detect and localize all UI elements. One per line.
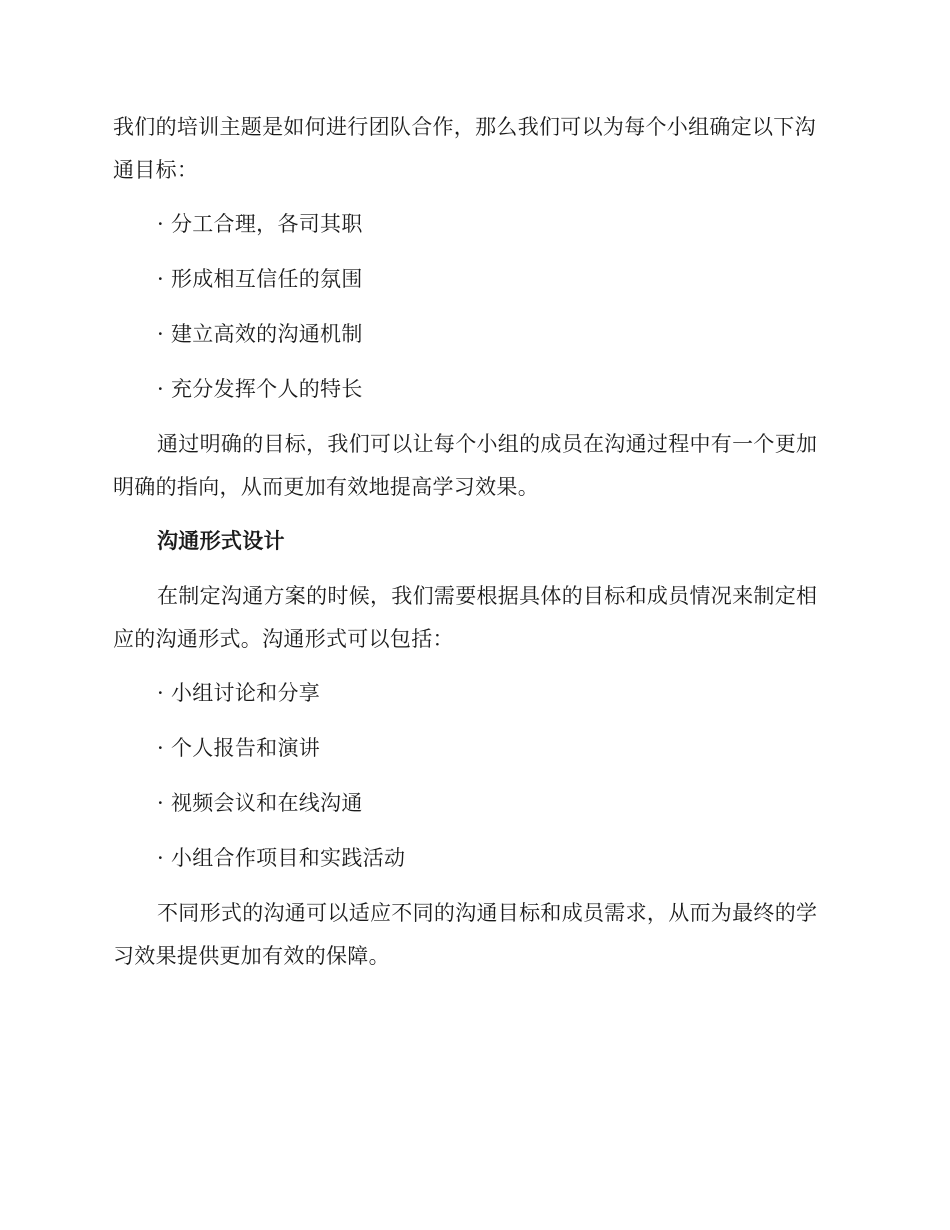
forms-paragraph-line-2: 应的沟通形式。沟通形式可以包括： bbox=[113, 627, 454, 651]
conclusion-paragraph-line-2: 习效果提供更加有效的保障。 bbox=[113, 944, 390, 968]
form-list-item: · 视频会议和在线沟通 bbox=[157, 791, 363, 815]
forms-paragraph-line-1: 在制定沟通方案的时候，我们需要根据具体的目标和成员情况来制定相 bbox=[157, 584, 818, 608]
intro-paragraph-line-1: 我们的培训主题是如何进行团队合作，那么我们可以为每个小组确定以下沟 bbox=[113, 115, 816, 139]
goal-list-item: · 建立高效的沟通机制 bbox=[157, 322, 363, 346]
conclusion-paragraph-line-1: 不同形式的沟通可以适应不同的沟通目标和成员需求，从而为最终的学 bbox=[157, 901, 818, 925]
form-list-item: · 小组讨论和分享 bbox=[157, 681, 321, 705]
form-list-item: · 个人报告和演讲 bbox=[157, 736, 321, 760]
summary-paragraph-line-2: 明确的指向，从而更加有效地提高学习效果。 bbox=[113, 475, 539, 499]
form-list-item: · 小组合作项目和实践活动 bbox=[157, 846, 406, 870]
goal-list-item: · 形成相互信任的氛围 bbox=[157, 267, 363, 291]
goal-list-item: · 充分发挥个人的特长 bbox=[157, 377, 363, 401]
goal-list-item: · 分工合理，各司其职 bbox=[157, 212, 363, 236]
intro-paragraph-line-2: 通目标： bbox=[113, 158, 199, 182]
section-heading: 沟通形式设计 bbox=[157, 528, 285, 553]
summary-paragraph-line-1: 通过明确的目标，我们可以让每个小组的成员在沟通过程中有一个更加 bbox=[157, 432, 818, 456]
